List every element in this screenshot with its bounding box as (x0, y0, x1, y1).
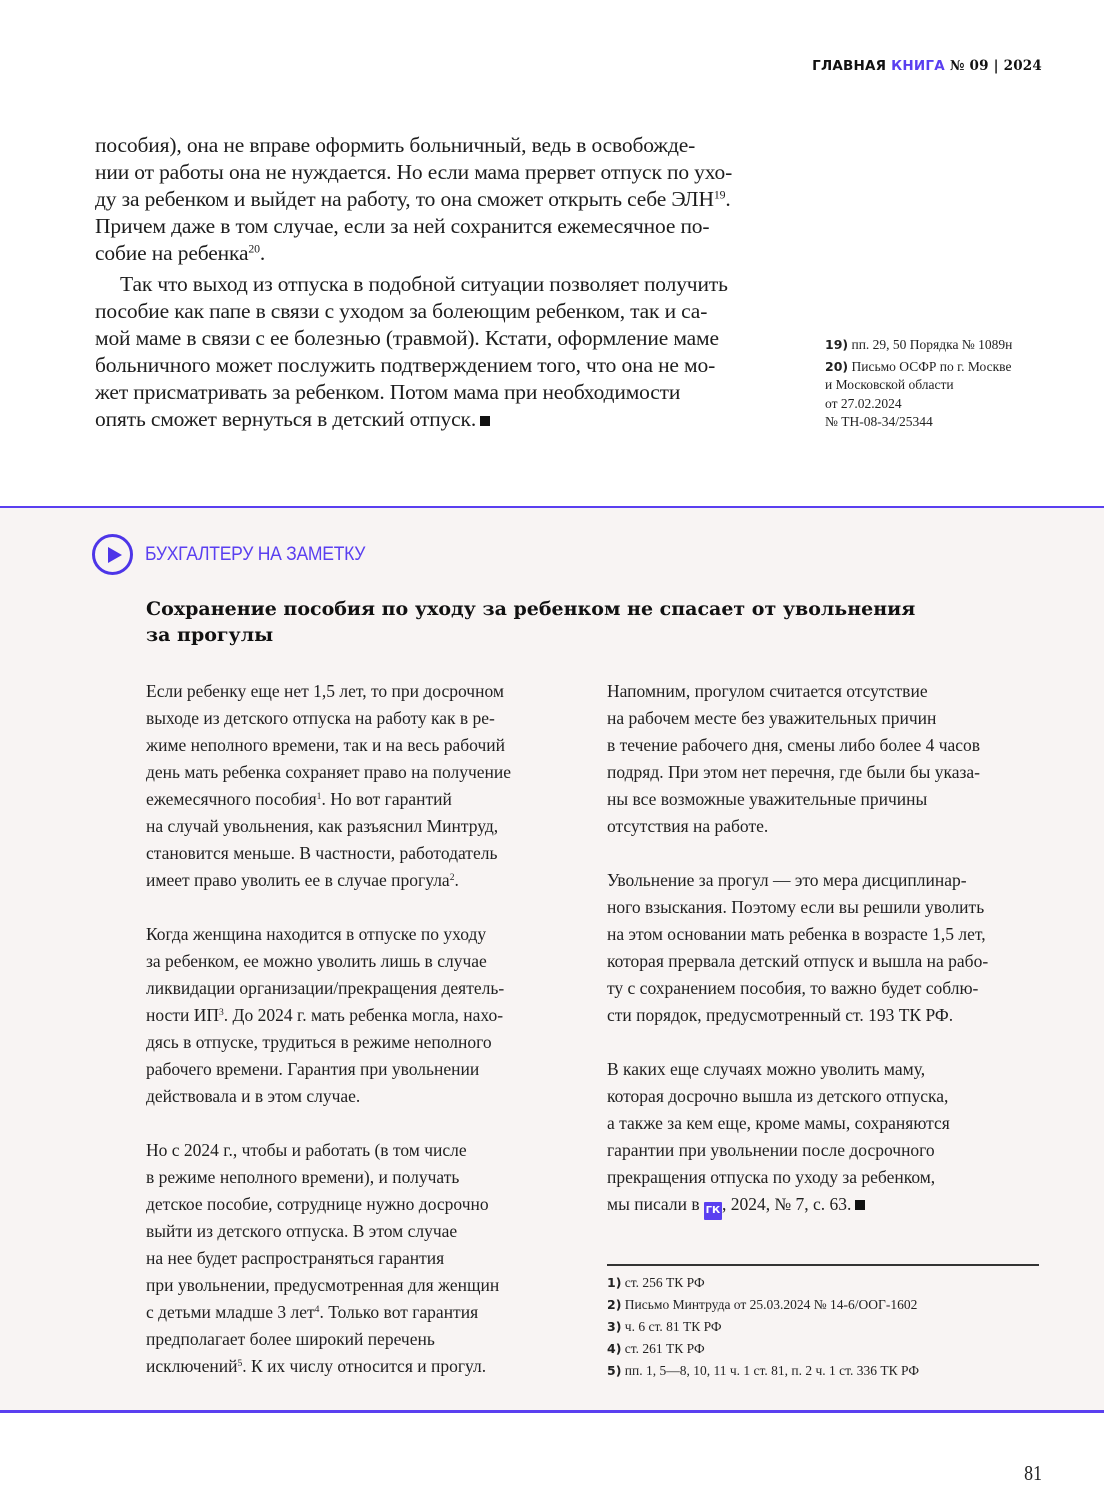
paragraph (146, 921, 586, 1110)
text-line: ны все возможные уважительные причины (607, 789, 928, 809)
title-line: за прогулы (146, 624, 274, 646)
glavkniga-logo-icon[interactable]: ГК (704, 1202, 722, 1220)
text-line: мой маме в связи с ее болезнью (травмой). Кстати, оформление маме (95, 326, 719, 350)
title-line: Сохранение пособия по уходу за ребенком не спасает от увольнения (146, 598, 916, 620)
text-fragment: . Но вот гарантий (321, 789, 452, 809)
text-line: а также за кем еще, кроме мамы, сохраняются (607, 1113, 950, 1133)
text-line: день мать ребенка сохраняет право на получение (146, 762, 512, 782)
box-title (146, 596, 946, 648)
text-line: при увольнении, предусмотренная для женщин (146, 1275, 500, 1295)
text-fragment: . К их числу относится и прогул. (242, 1356, 487, 1376)
text-line: становится меньше. В частности, работодатель (146, 843, 498, 863)
footnote-number: 2) (607, 1297, 622, 1312)
footnote-text: ч. 6 ст. 81 ТК РФ (624, 1319, 722, 1334)
text-line: ту с сохранением пособия, то важно будет соблю- (607, 978, 979, 998)
footnote-item (607, 1294, 1047, 1316)
text-line: пособие как папе в связи с уходом за болеющим ребенком, так и са- (95, 299, 708, 323)
text-line: Увольнение за прогул — это мера дисциплинар- (607, 870, 967, 890)
text-line: сти порядок, предусмотренный ст. 193 ТК РФ. (607, 1005, 954, 1025)
text-fragment: исключений (146, 1356, 238, 1376)
side-footnotes (825, 336, 1055, 435)
text-line: прекращения отпуска по уходу за ребенком, (607, 1167, 936, 1187)
brand-name-part2: КНИГА (891, 58, 945, 74)
text-line: нии от работы она не нуждается. Но если мама прервет отпуск по ухо- (95, 160, 733, 184)
end-of-article-mark (480, 416, 490, 426)
box-right-column (607, 678, 1047, 1247)
text-line: собие на ребенка$^{20}$. (95, 241, 266, 265)
side-footnote-19 (825, 336, 1055, 355)
lead-article-text (95, 132, 773, 433)
footnote-ref[interactable]: 2 (449, 871, 455, 883)
footnote-ref[interactable]: 3 (218, 1006, 224, 1018)
text-line: за ребенком, ее можно уволить лишь в случае (146, 951, 487, 971)
text-fragment: имеет право уволить ее в случае прогула (146, 870, 450, 890)
text-fragment: собие на ребенка (95, 241, 249, 265)
masthead (812, 58, 1042, 74)
footnote-ref[interactable]: 20 (248, 241, 260, 256)
footnote-text: пп. 1, 5—8, 10, 11 ч. 1 ст. 81, п. 2 ч. 1 ст. 336 ТК РФ (624, 1363, 919, 1378)
box-tag (92, 534, 390, 575)
footnote-item (607, 1360, 1047, 1382)
text-line: которая досрочно вышла из детского отпуска, (607, 1086, 949, 1106)
footnote-ref[interactable]: 5 (237, 1357, 243, 1369)
text-line: на нее будет распространяться гарантия (146, 1248, 445, 1268)
text-line: В каких еще случаях можно уволить маму, (607, 1059, 926, 1079)
text-line (95, 406, 773, 433)
footnote-text: Письмо ОСФР по г. Москве (851, 358, 1012, 374)
side-footnote-20 (825, 358, 1055, 432)
text-line: имеет право уволить ее в случае прогула$^2$. (146, 870, 459, 890)
text-line: на случай увольнения, как разъяснил Минтруд, (146, 816, 499, 836)
footnote-text: ст. 256 ТК РФ (624, 1275, 705, 1290)
text-line: жет присматривать за ребенком. Потом мама при необходимости (95, 380, 681, 404)
text-line (146, 1353, 586, 1380)
text-line: на этом основании мать ребенка в возрасте 1,5 лет, (607, 924, 986, 944)
brand-name-part1: ГЛАВНАЯ (812, 58, 887, 74)
play-circle-icon (92, 534, 133, 575)
text-line: ного взыскания. Поэтому если вы решили уволить (607, 897, 985, 917)
text-fragment: ежемесячного пособия (146, 789, 317, 809)
text-fragment: опять сможет вернуться в детский отпуск. (95, 407, 477, 431)
footnote-ref[interactable]: 19 (713, 187, 726, 202)
text-line: отсутствия на работе. (607, 816, 769, 836)
footnote-number: 3) (607, 1319, 622, 1334)
lead-paragraph-2 (95, 271, 773, 433)
text-line: которая прервала детский отпуск и вышла на рабо- (607, 951, 989, 971)
text-line: ликвидации организации/прекращения деятель- (146, 978, 505, 998)
text-fragment: ду за ребенком и выйдет на работу, то она сможет открыть себе ЭЛН (95, 187, 714, 211)
text-line: жиме неполного времени, так и на весь рабочий (146, 735, 505, 755)
text-line: Так что выход из отпуска в подобной ситуации позволяет получить (120, 272, 728, 296)
issue-number: № 09 | 2024 (949, 58, 1042, 74)
text-line: Причем даже в том случае, если за ней сохранится ежемесячное по- (95, 214, 710, 238)
paragraph (607, 867, 1047, 1029)
accountant-note-box (0, 506, 1104, 1413)
text-line: гарантии при увольнении после досрочного (607, 1140, 935, 1160)
paragraph (146, 678, 586, 894)
footnote-text: ст. 261 ТК РФ (624, 1341, 705, 1356)
footnote-item (607, 1316, 1047, 1338)
text-line: подряд. При этом нет перечня, где были бы указа- (607, 762, 981, 782)
footnotes-divider (607, 1264, 1039, 1266)
text-line: детское пособие, сотруднице нужно досрочно (146, 1194, 489, 1214)
text-line (146, 1299, 586, 1326)
footnote-number: 5) (607, 1363, 622, 1378)
lead-paragraph-1 (95, 132, 773, 267)
text-line: выходе из детского отпуска на работу как в ре- (146, 708, 495, 728)
footnote-ref[interactable]: 1 (316, 790, 322, 802)
text-fragment: ности ИП (146, 1005, 219, 1025)
footnote-text: Письмо Минтруда от 25.03.2024 № 14-6/ООГ-1602 (624, 1297, 918, 1312)
box-footnotes (607, 1272, 1047, 1382)
footnote-item (607, 1338, 1047, 1360)
box-left-column (146, 678, 586, 1407)
footnote-number: 1) (607, 1275, 622, 1290)
text-line: пособия), она не вправе оформить больничный, ведь в освобожде- (95, 133, 696, 157)
text-line: действовала и в этом случае. (146, 1086, 361, 1106)
text-line: на рабочем месте без уважительных причин (607, 708, 937, 728)
footnote-text: от 27.02.2024 (825, 395, 902, 411)
text-line: Если ребенку еще нет 1,5 лет, то при досрочном (146, 681, 504, 701)
footnote-number: 4) (607, 1341, 622, 1356)
text-line: выйти из детского отпуска. В этом случае (146, 1221, 458, 1241)
text-line: дясь в отпуске, трудиться в режиме неполного (146, 1032, 492, 1052)
text-line: ду за ребенком и выйдет на работу, то она сможет открыть себе ЭЛН$^{19}$. (95, 187, 731, 211)
text-line: Но с 2024 г., чтобы и работать (в том числе (146, 1140, 467, 1160)
footnote-number: 19) (825, 337, 849, 352)
text-fragment: мы писали в (607, 1194, 700, 1214)
paragraph (146, 1137, 586, 1380)
text-line (146, 1002, 586, 1029)
text-line (146, 786, 586, 813)
footnote-text: пп. 29, 50 Порядка № 1089н (851, 337, 1013, 352)
footnote-item (607, 1272, 1047, 1294)
text-line (607, 1191, 1047, 1220)
end-of-article-mark (855, 1200, 865, 1210)
text-fragment: . Только вот гарантия (319, 1302, 479, 1322)
footnote-ref[interactable]: 4 (314, 1303, 320, 1315)
text-line: в течение рабочего дня, смены либо более 4 часов (607, 735, 981, 755)
text-line: Напомним, прогулом считается отсутствие (607, 681, 928, 701)
box-tag-label: БУХГАЛТЕРУ НА ЗАМЕТКУ (145, 543, 366, 565)
text-fragment: с детьми младше 3 лет (146, 1302, 315, 1322)
paragraph (607, 1056, 1047, 1220)
text-line: в режиме неполного времени), и получать (146, 1167, 460, 1187)
footnote-number: 20) (825, 358, 849, 374)
text-line: рабочего времени. Гарантия при увольнении (146, 1059, 480, 1079)
page-number: 81 (1024, 1461, 1042, 1485)
footnote-text: и Московской области (825, 377, 954, 392)
footnote-text: № ТН-08-34/25344 (825, 414, 933, 429)
text-line: больничного может послужить подтверждением того, что она не мо- (95, 353, 716, 377)
text-fragment: , 2024, № 7, с. 63. (721, 1194, 852, 1214)
text-line: предполагает более широкий перечень (146, 1329, 435, 1349)
text-fragment: . До 2024 г. мать ребенка могла, нахо- (223, 1005, 504, 1025)
text-line: Когда женщина находится в отпуске по уходу (146, 924, 487, 944)
paragraph (607, 678, 1047, 840)
